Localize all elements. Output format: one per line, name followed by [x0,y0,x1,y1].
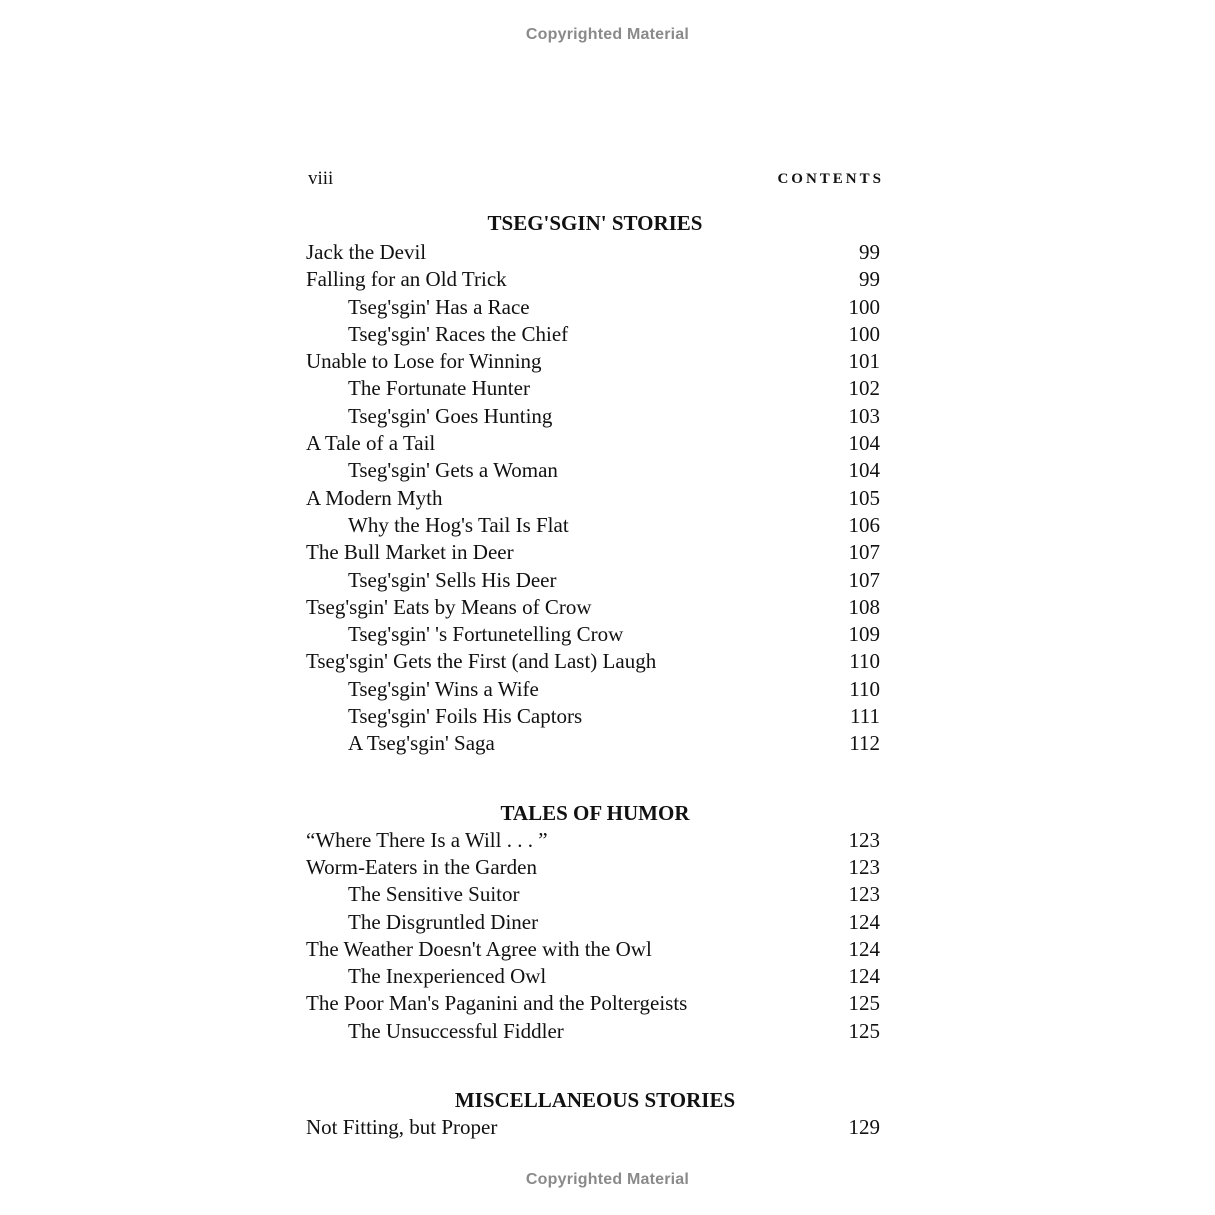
entry-page-number: 123 [848,882,880,907]
entry-title: The Unsuccessful Fiddler [348,1018,564,1043]
toc-entry [306,266,884,293]
entry-title: Tseg'sgin' Wins a Wife [348,676,539,701]
entry-title: Tseg'sgin' Gets a Woman [348,458,558,483]
section-heading: TSEG'SGIN' STORIES [487,211,703,235]
toc-entry [306,457,884,484]
entry-title: Jack the Devil [306,240,427,264]
contents-section [306,210,884,758]
contents-page [306,168,884,1141]
toc-entry [306,854,884,881]
entry-page-number: 104 [848,431,880,456]
entry-title: Tseg'sgin' Foils His Captors [348,704,583,729]
entry-title: “Where There Is a Will . . . ” [306,827,548,852]
contents-section [306,800,884,1045]
entry-title: The Fortunate Hunter [348,376,530,401]
entry-page-number: 124 [848,964,880,989]
entry-page-number: 124 [848,909,880,934]
entry-title: Not Fitting, but Proper [306,1115,498,1140]
entry-title: Tseg'sgin' 's Fortunetelling Crow [348,622,624,647]
entry-page-number: 123 [848,827,880,852]
entry-page-number: 100 [848,294,880,319]
entry-title: Tseg'sgin' Sells His Deer [348,567,557,592]
entry-title: The Inexperienced Owl [348,964,547,989]
toc-entry [306,827,884,854]
contents-section [306,1087,884,1141]
entry-page-number: 124 [848,936,880,961]
entry-page-number: 110 [849,676,880,701]
entry-page-number: 123 [848,854,880,879]
entry-page-number: 110 [849,649,880,674]
entry-page-number: 111 [850,704,880,729]
toc-entry [306,936,884,963]
toc-entry [306,909,884,936]
entry-page-number: 112 [849,731,880,756]
entry-title: Tseg'sgin' Goes Hunting [348,403,553,428]
entry-page-number: 108 [848,594,880,619]
toc-entry [306,990,884,1017]
toc-entry [306,963,884,990]
entry-title: A Tale of a Tail [306,431,436,456]
toc-entry [306,881,884,908]
entry-page-number: 102 [848,376,880,401]
entry-list [306,1114,884,1141]
entry-title: Why the Hog's Tail Is Flat [348,512,569,537]
toc-entry [306,375,884,402]
entry-title: Tseg'sgin' Gets the First (and Last) Laugh [306,649,657,674]
entry-title: The Poor Man's Paganini and the Poltergeists [306,991,688,1016]
toc-entry [306,730,884,757]
copyright-watermark-top: Copyrighted Material [525,26,690,43]
entry-title: Tseg'sgin' Eats by Means of Crow [306,594,592,619]
toc-entry [306,321,884,348]
entry-page-number: 107 [848,540,880,565]
entry-page-number: 109 [848,622,880,647]
entry-page-number: 99 [859,240,880,264]
running-title: CONTENTS [777,171,884,187]
toc-entry [306,648,884,675]
entry-title: The Sensitive Suitor [348,882,520,907]
toc-entry [306,621,884,648]
toc-entry [306,348,884,375]
page-number: viii [308,168,334,189]
toc-entry [306,512,884,539]
section-heading: TALES OF HUMOR [500,800,690,825]
entry-title: Worm-Eaters in the Garden [306,854,537,879]
copyright-watermark-bottom: Copyrighted Material [525,1171,690,1188]
entry-page-number: 105 [848,485,880,510]
entry-title: Unable to Lose for Winning [306,349,542,374]
toc-entry [306,403,884,430]
toc-entry [306,1018,884,1045]
toc-entry [306,567,884,594]
toc-entry [306,1114,884,1141]
entry-title: The Weather Doesn't Agree with the Owl [306,936,652,961]
entry-title: A Modern Myth [306,485,443,510]
entry-list [306,827,884,1045]
toc-entry [306,676,884,703]
toc-entry [306,239,884,266]
toc-entry [306,430,884,457]
entry-page-number: 99 [859,267,880,292]
entry-page-number: 125 [848,991,880,1016]
entry-page-number: 103 [848,403,880,428]
entry-page-number: 100 [848,321,880,346]
entry-page-number: 107 [848,567,880,592]
toc-entry [306,703,884,730]
toc-entry [306,539,884,566]
entry-list [306,239,884,758]
entry-title: Tseg'sgin' Races the Chief [348,321,569,346]
entry-title: The Bull Market in Deer [306,540,514,565]
running-head [306,168,884,196]
contents-sections [306,210,884,1141]
entry-page-number: 104 [848,458,880,483]
toc-entry [306,594,884,621]
toc-entry [306,485,884,512]
toc-entry [306,294,884,321]
entry-title: Tseg'sgin' Has a Race [348,294,530,319]
entry-page-number: 129 [848,1115,880,1140]
entry-page-number: 125 [848,1018,880,1043]
entry-title: Falling for an Old Trick [306,267,507,292]
entry-page-number: 101 [848,349,880,374]
entry-page-number: 106 [848,512,880,537]
entry-title: A Tseg'sgin' Saga [348,731,495,756]
section-heading: MISCELLANEOUS STORIES [454,1088,736,1113]
entry-title: The Disgruntled Diner [348,909,539,934]
